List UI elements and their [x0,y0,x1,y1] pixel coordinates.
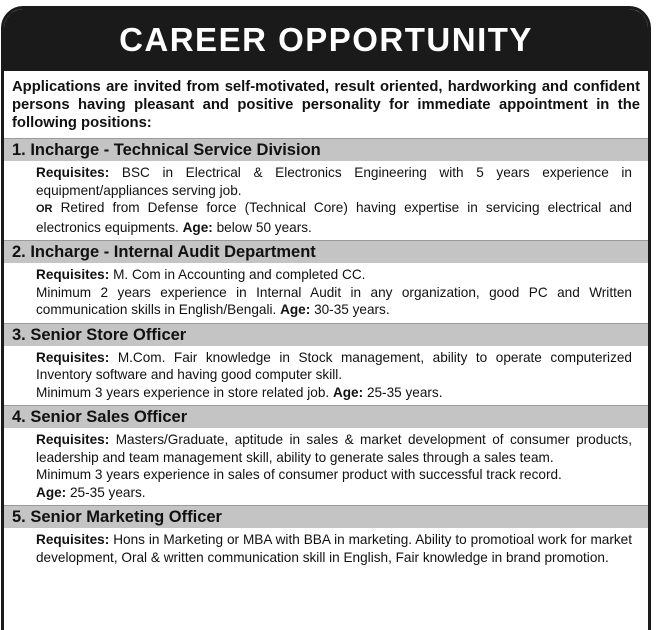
position-title: 1. Incharge - Technical Service Division [4,138,648,161]
age-text: 25-35 years. [70,484,146,500]
position-title: 4. Senior Sales Officer [4,405,648,428]
requisites-text: M.Com. Fair knowledge in Stock management, ability to operate computerized Inventory software and having good computer skill. [36,349,632,382]
experience-text: Minimum 3 years experience in store related job. [36,384,330,400]
requisites-text: M. Com in Accounting and completed CC. [113,267,366,282]
position-details [36,428,632,505]
position-section-1 [4,138,648,240]
position-section-5 [4,505,648,570]
requisites-label: Requisites: [36,349,110,365]
age-label: Age: [280,302,311,317]
position-details [36,346,632,406]
requisites-line [36,531,632,566]
alternative-line [36,199,632,236]
position-section-3 [4,323,648,406]
requisites-text: Hons in Marketing or MBA with BBA in marketing. Ability to promotioal work for market development, Oral & written communication skill in English, Fair knowledge in brand promotion. [36,532,632,565]
requisites-line [36,164,632,199]
experience-line [36,466,632,484]
age-label: Age: [36,484,67,500]
alternative-text: Retired from Defense force (Technical Core) having expertise in servicing electrical and electronics equipments. [36,200,632,235]
experience-line [36,284,632,319]
ad-title: CAREER OPPORTUNITY [119,21,533,58]
position-title: 5. Senior Marketing Officer [4,505,648,528]
position-section-2 [4,240,648,323]
requisites-text: Masters/Graduate, aptitude in sales & market development of consumer products, leadership and team management skill, ability to generate sales through a sales team. [36,432,632,465]
position-details [36,528,632,570]
position-title: 2. Incharge - Internal Audit Department [4,240,648,263]
requisites-text: BSC in Electrical & Electronics Engineering with 5 years experience in equipment/appliances serving job. [36,165,632,198]
or-label: OR [36,203,53,215]
requisites-label: Requisites: [36,165,110,180]
position-details [36,263,632,323]
requisites-line [36,431,632,466]
experience-text: Minimum 3 years experience in sales of consumer product with successful track record. [36,467,562,482]
age-text: 25-35 years. [366,384,443,400]
age-text: below 50 years. [216,219,312,235]
requisites-label: Requisites: [36,532,110,547]
requisites-line [36,349,632,384]
experience-line [36,384,632,402]
age-label: Age: [332,384,364,400]
requisites-line [36,266,632,284]
ad-header [4,9,648,71]
age-line [36,484,632,502]
requisites-label: Requisites: [36,267,110,282]
position-title: 3. Senior Store Officer [4,323,648,346]
intro-paragraph: Applications are invited from self-motivated, result oriented, hardworking and confident persons having pleasant and positive personality for immediate appointment in the following positions: [12,79,640,131]
age-text: 30-35 years. [314,302,390,317]
position-details [36,161,632,240]
age-label: Age: [182,219,213,235]
ad-frame [1,6,651,630]
requisites-label: Requisites: [36,432,110,447]
position-section-4 [4,405,648,505]
experience-text: Minimum 2 years experience in Internal Audit in any organization, good PC and Written communication skills in English/Bengali. [36,284,632,317]
